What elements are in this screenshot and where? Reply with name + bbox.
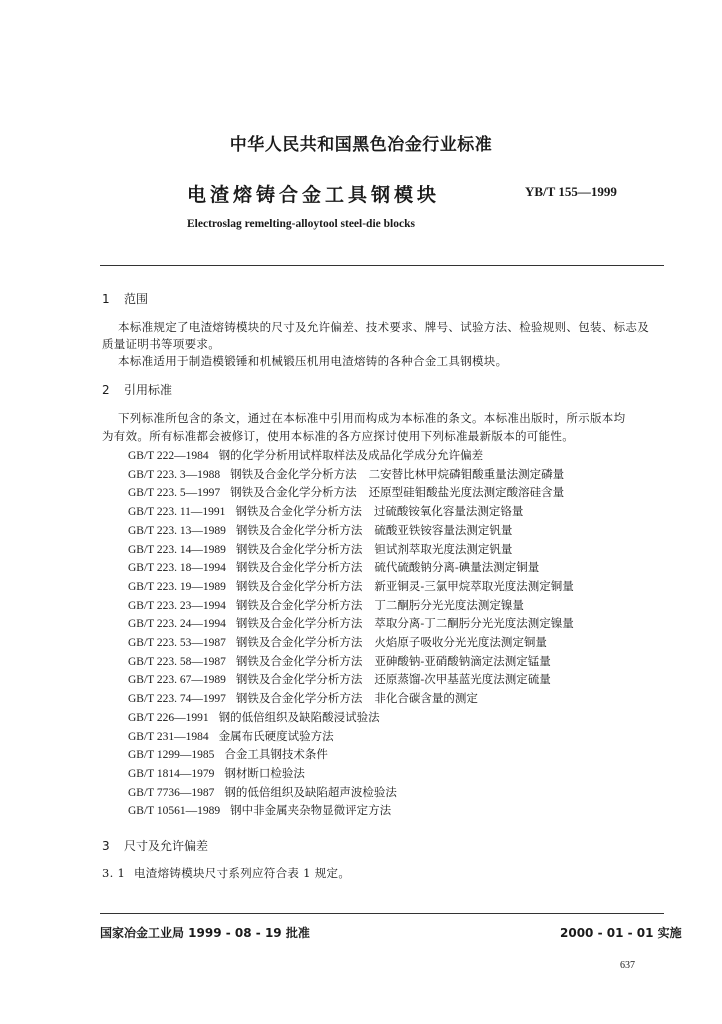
english-title: Electroslag remelting-alloytool steel-die blocks [187,218,415,230]
reference-code: GB/T 223. 11—1991 [128,506,226,519]
reference-item [128,615,574,632]
reference-title: 金属布氏硬度试验方法 [218,728,334,743]
reference-code: GB/T 223. 67—1989 [128,674,226,687]
reference-method: 还原蒸馏-次甲基蓝光度法测定硫量 [374,672,551,687]
section-1-paragraph-1-line-2: 质量证明书等项要求。 [102,337,220,351]
reference-title: 钢的化学分析用试样取样法及成品化学成分允许偏差 [218,448,484,462]
reference-code: GB/T 223. 53—1987 [128,637,226,649]
reference-item [128,466,564,483]
section-1-paragraph-2: 本标准适用于制造模锻锤和机械锻压机用电渣熔铸的各种合金工具钢模块。 [118,354,508,368]
reference-title: 钢铁及合金化学分析方法 [235,560,363,575]
reference-method: 过硫酸铵氧化容量法测定铬量 [373,504,524,519]
reference-code: GB/T 223. 5—1997 [128,487,221,500]
reference-method: 硫酸亚铁铵容量法测定钒量 [374,522,513,537]
reference-code: GB/T 223. 13—1989 [128,524,226,537]
reference-method: 新亚铜灵-三氯甲烷萃取光度法测定铜量 [374,578,574,593]
section-2-paragraph-line-2: 为有效。所有标准都会被修订，使用本标准的各方应探讨使用下列标准最新版本的可能性。 [102,429,574,443]
reference-title: 钢材断口检验法 [224,765,305,780]
reference-item [128,541,512,558]
reference-code: GB/T 7736—1987 [128,786,215,799]
reference-title: 钢铁及合金化学分析方法 [235,635,363,649]
reference-item [128,784,397,801]
reference-item [128,447,483,464]
reference-title: 钢铁及合金化学分析方法 [235,616,363,631]
reference-item [128,671,551,688]
reference-item [128,634,547,651]
reference-code: GB/T 231—1984 [128,730,209,743]
reference-title: 钢铁及合金化学分析方法 [235,597,363,612]
reference-item [128,765,305,782]
reference-code: GB/T 223. 18—1994 [128,562,226,575]
reference-item [128,597,524,614]
reference-code: GB/T 222—1984 [128,450,209,462]
section-number: 3 [102,839,110,853]
reference-title: 钢铁及合金化学分析方法 [235,653,363,668]
footer-divider [100,913,664,914]
standard-code: YB/T 155—1999 [525,184,617,199]
reference-item [128,653,551,670]
reference-title: 钢铁及合金化学分析方法 [230,466,357,481]
reference-code: GB/T 226—1991 [128,711,209,724]
reference-code: GB/T 223. 58—1987 [128,655,226,668]
reference-item [128,484,564,501]
reference-item [128,709,380,726]
page-number: 637 [620,960,635,971]
reference-method: 还原型硅钼酸盐光度法测定酸溶硅含量 [368,485,565,500]
section-3-heading [102,837,208,854]
reference-title: 钢铁及合金化学分析方法 [235,504,362,519]
section-2-paragraph-line-1: 下列标准所包含的条文，通过在本标准中引用而构成为本标准的条文。本标准出版时，所示版本均 [118,411,626,425]
reference-method: 火焰原子吸收分光光度法测定铜量 [374,635,547,649]
reference-title: 钢铁及合金化学分析方法 [235,522,363,537]
reference-title: 钢铁及合金化学分析方法 [235,578,363,593]
section-1-heading [102,290,148,307]
reference-title: 钢铁及合金化学分析方法 [235,541,363,556]
reference-code: GB/T 223. 14—1989 [128,543,226,556]
issuing-organization: 中华人民共和国黑色冶金行业标准 [229,135,493,155]
reference-method: 亚砷酸钠-亚硝酸钠滴定法测定锰量 [374,653,551,668]
reference-title: 钢的低倍组织及缺陷超声波检验法 [224,784,397,799]
reference-method: 萃取分离-丁二酮肟分光光度法测定镍量 [374,616,574,631]
clause-number: 3. 1 [102,866,126,880]
reference-item [128,728,334,745]
reference-code: GB/T 223. 3—1988 [128,468,221,481]
section-number: 2 [102,383,110,397]
clause-text: 电渣熔铸模块尺寸系列应符合表 1 规定。 [134,866,351,880]
section-2-heading [102,381,172,398]
reference-title: 钢的低倍组织及缺陷酸浸试验法 [218,709,380,724]
reference-code: GB/T 1814—1979 [128,767,215,780]
reference-title: 钢铁及合金化学分析方法 [230,485,357,500]
standard-title: 电渣熔铸合金工具钢模块 [187,184,441,206]
reference-method: 二安替比林甲烷磷钼酸重量法测定磷量 [368,466,565,481]
section-title: 范围 [124,292,149,306]
reference-title: 钢中非金属夹杂物显微评定方法 [230,803,392,818]
reference-item [128,802,391,819]
section-number: 1 [102,292,110,306]
reference-item [128,522,512,539]
section-title: 引用标准 [124,383,173,397]
reference-code: GB/T 223. 23—1994 [128,599,226,612]
reference-code: GB/T 223. 19—1989 [128,580,226,593]
reference-method: 钽试剂萃取光度法测定钒量 [374,541,513,556]
section-1-paragraph-1-line-1: 本标准规定了电渣熔铸模块的尺寸及允许偏差、技术要求、牌号、试验方法、检验规则、包装、标志及 [118,320,649,334]
reference-method: 非化合碳含量的测定 [374,691,478,706]
approval-date: 国家冶金工业局 1999 - 08 - 19 批准 [100,926,310,940]
clause-3-1 [102,865,350,881]
reference-item [128,578,574,595]
reference-code: GB/T 10561—1989 [128,805,221,818]
effective-date: 2000 - 01 - 01 实施 [560,926,682,940]
section-title: 尺寸及允许偏差 [124,839,209,853]
reference-title: 合金工具钢技术条件 [224,747,328,762]
reference-item [128,746,328,763]
reference-code: GB/T 1299—1985 [128,749,215,762]
reference-code: GB/T 223. 24—1994 [128,618,226,631]
reference-item [128,503,523,520]
reference-code: GB/T 223. 74—1997 [128,693,226,706]
reference-title: 钢铁及合金化学分析方法 [235,672,363,687]
reference-method: 丁二酮肟分光光度法测定镍量 [374,597,524,612]
reference-method: 硫代硫酸钠分离-碘量法测定铜量 [374,560,540,575]
reference-item [128,559,539,576]
reference-item [128,690,478,707]
reference-title: 钢铁及合金化学分析方法 [235,691,363,706]
header-divider [100,265,664,266]
